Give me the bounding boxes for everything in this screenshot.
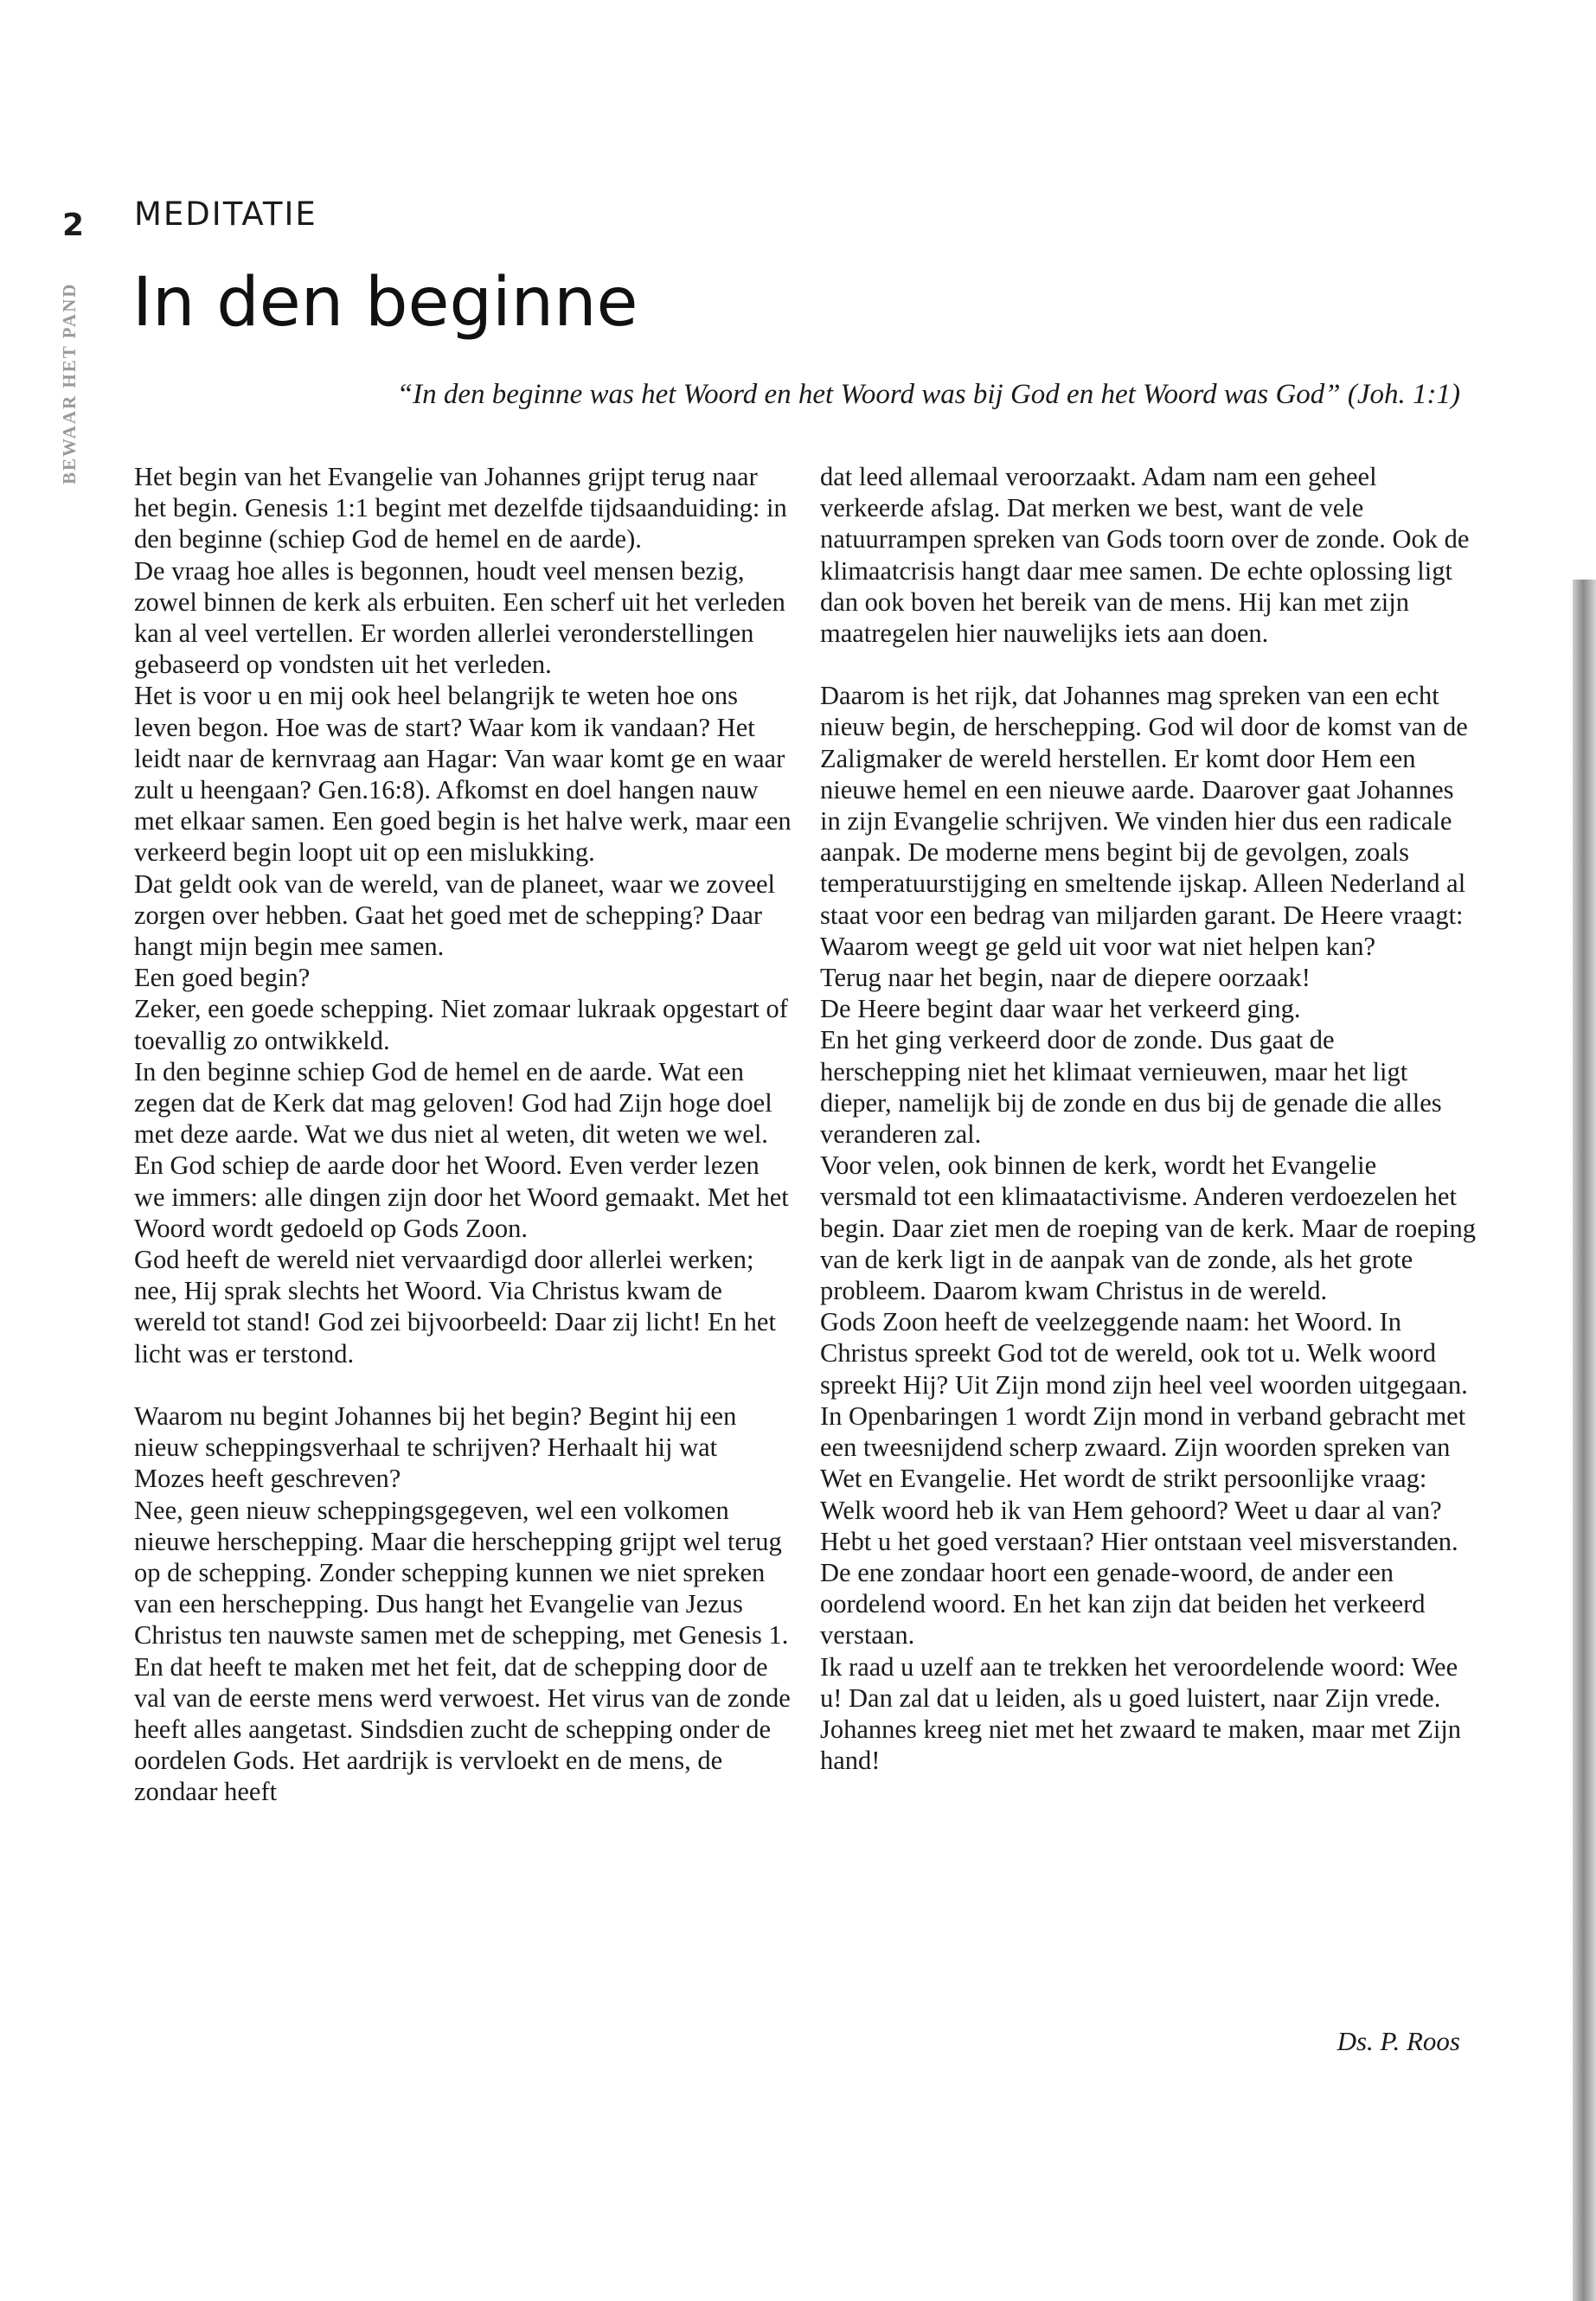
paragraph: Daarom is het rijk, dat Johannes mag spreken van een echt nieuw begin, de herschepping. God wil door de komst van de Zaligmaker de wereld herstellen. Er komt door Hem een nieuwe hemel en een nieuwe aarde. Daarover gaat Johannes in zijn Evangelie schrijven. We vinden hier dus een radicale aanpak. De moderne mens begint bij de gevolgen, zoals temperatuurstijging en smeltende ijskap. Alleen Nederland al staat voor een bedrag van miljarden garant. De Heere vraagt: Waarom weegt ge geld uit voor wat niet helpen kan?: [820, 681, 1468, 961]
paragraph: En het ging verkeerd door de zonde. Dus gaat de herschepping niet het klimaat vernieuwen, maar het ligt dieper, namelijk bij de zonde en dus bij de genade die alles veranderen zal.: [820, 1025, 1442, 1150]
photo-edge-decoration: [1573, 580, 1596, 2301]
paragraph: In den beginne schiep God de hemel en de aarde. Wat een zegen dat de Kerk dat mag geloven! God had Zijn hoge doel met deze aarde. Wat we dus niet al weten, dit weten we wel.: [134, 1056, 772, 1150]
paragraph: Zeker, een goede schepping. Niet zomaar lukraak opgestart of toevallig zo ontwikkeld.: [134, 994, 788, 1055]
right-column: [820, 461, 1477, 1776]
paragraph: Het begin van het Evangelie van Johannes grijpt terug naar het begin. Genesis 1:1 begint met dezelfde tijdsaanduiding: in den beginne (schiep God de hemel en de aarde).: [134, 462, 787, 554]
paragraph: Waarom nu begint Johannes bij het begin? Begint hij een nieuw scheppingsverhaal te schrijven? Herhaalt hij wat Mozes heeft geschreven?: [134, 1400, 737, 1494]
page-number: 2: [62, 208, 85, 243]
paragraph: Terug naar het begin, naar de diepere oorzaak!: [820, 963, 1311, 993]
paragraph: dat leed allemaal veroorzaakt. Adam nam een geheel verkeerde afslag. Dat merken we best, want de vele natuurrampen spreken van Gods toorn over de zonde. Ook de klimaatcrisis hangt daar mee samen. De echte oplossing ligt dan ook boven het bereik van de mens. Hij kan met zijn maatregelen hier nauwelijks iets aan doen.: [820, 462, 1470, 649]
paragraph: Een goed begin?: [134, 963, 311, 993]
article-title: In den beginne: [132, 264, 638, 342]
paragraph: Dat geldt ook van de wereld, van de planeet, waar we zoveel zorgen over hebben. Gaat het goed met de schepping? Daar hangt mijn begin mee samen.: [134, 868, 775, 962]
paragraph: En dat heeft te maken met het feit, dat de schepping door de val van de eerste mens werd verwoest. Het virus van de zonde heeft alles aangetast. Sindsdien zucht de schepping onder de oordelen Gods. Het aardrijk is vervloekt en de mens, de zondaar heeft: [134, 1651, 791, 1807]
paragraph: Voor velen, ook binnen de kerk, wordt het Evangelie versmald tot een klimaatactivisme. Anderen verdoezelen het begin. Daar ziet men de roeping van de kerk. Maar de roeping van de kerk ligt in de aanpak van de zonde, als het grote probleem. Daarom kwam Christus in de wereld.: [820, 1150, 1476, 1306]
author-signature: Ds. P. Roos: [1336, 2026, 1460, 2056]
epigraph-quote: “In den beginne was het Woord en het Woord was bij God en het Woord was God” (Joh. 1:1): [396, 379, 1460, 410]
paragraph: Gods Zoon heeft de veelzeggende naam: het Woord. In Christus spreekt God tot de wereld, ook tot u. Welk woord spreekt Hij? Uit Zijn mond zijn heel veel woorden uitgegaan. In Openbaringen 1 wordt Zijn mond in verband gebracht met een tweesnijdend scherp zwaard. Zijn woorden spreken van Wet en Evangelie. Het wordt de strikt persoonlijke vraag: Welk woord heb ik van Hem gehoord? Weet u daar al van? Hebt u het goed verstaan? Hier ontstaan veel misverstanden. De ene zondaar hoort een genade-woord, de ander een oordelend woord. En het kan zijn dat beiden het verkeerd verstaan.: [820, 1307, 1468, 1650]
left-column: [134, 461, 792, 1808]
paragraph: Nee, geen nieuw scheppingsgegeven, wel een volkomen nieuwe herschepping. Maar die herschepping grijpt wel terug op de schepping. Zonder schepping kunnen we niet spreken van een herschepping. Dus hangt het Evangelie van Jezus Christus ten nauwste samen met de schepping, met Genesis 1.: [134, 1495, 789, 1650]
paragraph: En God schiep de aarde door het Woord. Even verder lezen we immers: alle dingen zijn door het Woord gemaakt. Met het Woord wordt gedoeld op Gods Zoon.: [134, 1150, 789, 1243]
running-head: BEWAAR HET PAND: [59, 282, 80, 484]
paragraph: De Heere begint daar waar het verkeerd ging.: [820, 994, 1301, 1024]
paragraph: God heeft de wereld niet vervaardigd door allerlei werken; nee, Hij sprak slechts het Woord. Via Christus kwam de wereld tot stand! God zei bijvoorbeeld: Daar zij licht! En het licht was er terstond.: [134, 1245, 776, 1368]
paragraph: Ik raad u uzelf aan te trekken het veroordelende woord: Wee u! Dan zal dat u leiden, als u goed luistert, naar Zijn vrede. Johannes kreeg niet met het zwaard te maken, maar met Zijn hand!: [820, 1651, 1462, 1776]
paragraph: Het is voor u en mij ook heel belangrijk te weten hoe ons leven begon. Hoe was de start? Waar kom ik vandaan? Het leidt naar de kernvraag aan Hagar: Van waar komt ge en waar zult u heengaan? Gen.16:8). Afkomst en doel hangen nauw met elkaar samen. Een goed begin is het halve werk, maar een verkeerd begin loopt uit op een mislukking.: [134, 681, 792, 868]
section-label: MEDITATIE: [134, 195, 317, 233]
paragraph: De vraag hoe alles is begonnen, houdt veel mensen bezig, zowel binnen de kerk als erbuiten. Een scherf uit het verleden kan al veel vertellen. Er worden allerlei veronderstellingen gebaseerd op vondsten uit het verleden.: [134, 555, 785, 680]
